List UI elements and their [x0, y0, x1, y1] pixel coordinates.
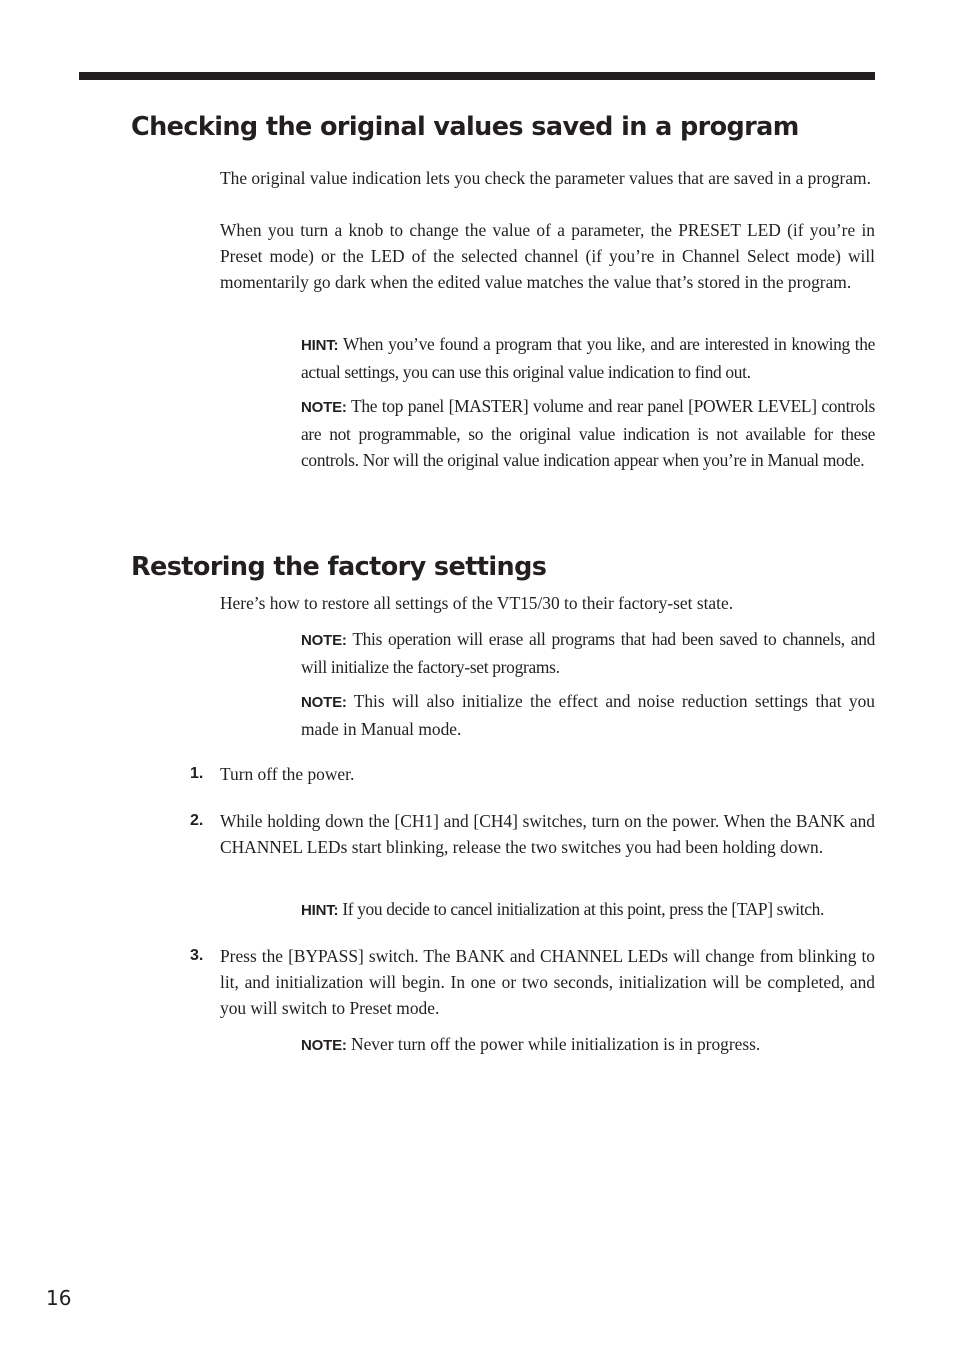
note-label: NOTE:: [301, 399, 347, 416]
step-2-number: 2.: [190, 812, 204, 829]
step-1-number: 1.: [190, 765, 204, 782]
step-3-text: Press the [BYPASS] switch. The BANK and CHANNEL LEDs will change from blinking to lit, and initialization will begin. In one or two seconds, initialization will be completed, and you will switch to Preset mode.: [220, 946, 875, 1018]
section1-paragraph-1: The original value indication lets you check the parameter values that are saved in a program.: [220, 168, 871, 188]
hint-text: If you decide to cancel initialization at this point, press the [TAP] switch.: [342, 899, 824, 919]
section2-note-2: [301, 688, 875, 742]
step-3-number: 3.: [190, 947, 204, 964]
top-rule: [79, 72, 875, 80]
step-2-hint: [301, 896, 875, 924]
section1-paragraph-2: When you turn a knob to change the value of a parameter, the PRESET LED (if you’re in Preset mode) or the LED of the selected channel (if you’re in Channel Select mode) will momentarily go dark when the edited value matches the value that’s stored in the program.: [220, 220, 875, 292]
note-text: Never turn off the power while initialization is in progress.: [351, 1034, 761, 1054]
note-text: This operation will erase all programs that had been saved to channels, and will initialize the factory-set programs.: [301, 629, 875, 677]
hint-label: HINT:: [301, 337, 339, 354]
section1-note: [301, 393, 875, 473]
section-title-original-values: Checking the original values saved in a program: [131, 112, 799, 142]
section-title-factory-settings: Restoring the factory settings: [131, 552, 547, 582]
section1-hint: [301, 331, 875, 385]
step-3-note: [301, 1031, 875, 1059]
hint-text: When you’ve found a program that you like, and are interested in knowing the actual settings, you can use this original value indication to find out.: [301, 334, 876, 382]
step-1-text: Turn off the power.: [220, 764, 355, 784]
page-number: 16: [46, 1286, 72, 1310]
section2-intro: Here’s how to restore all settings of the VT15/30 to their factory-set state.: [220, 593, 734, 613]
step-2-text: While holding down the [CH1] and [CH4] switches, turn on the power. When the BANK and CHANNEL LEDs start blinking, release the two switches you had been holding down.: [220, 811, 875, 857]
note-label: NOTE:: [301, 694, 347, 711]
note-label: NOTE:: [301, 632, 347, 649]
section2-note-1: [301, 626, 875, 680]
note-text: The top panel [MASTER] volume and rear panel [POWER LEVEL] controls are not programmable, so the original value indication is not available for these controls. Nor will the original value indication appear when you’re in Manual mode.: [301, 396, 875, 470]
note-text: This will also initialize the effect and noise reduction settings that you made in Manual mode.: [301, 691, 875, 739]
hint-label: HINT:: [301, 902, 339, 919]
note-label: NOTE:: [301, 1037, 347, 1054]
